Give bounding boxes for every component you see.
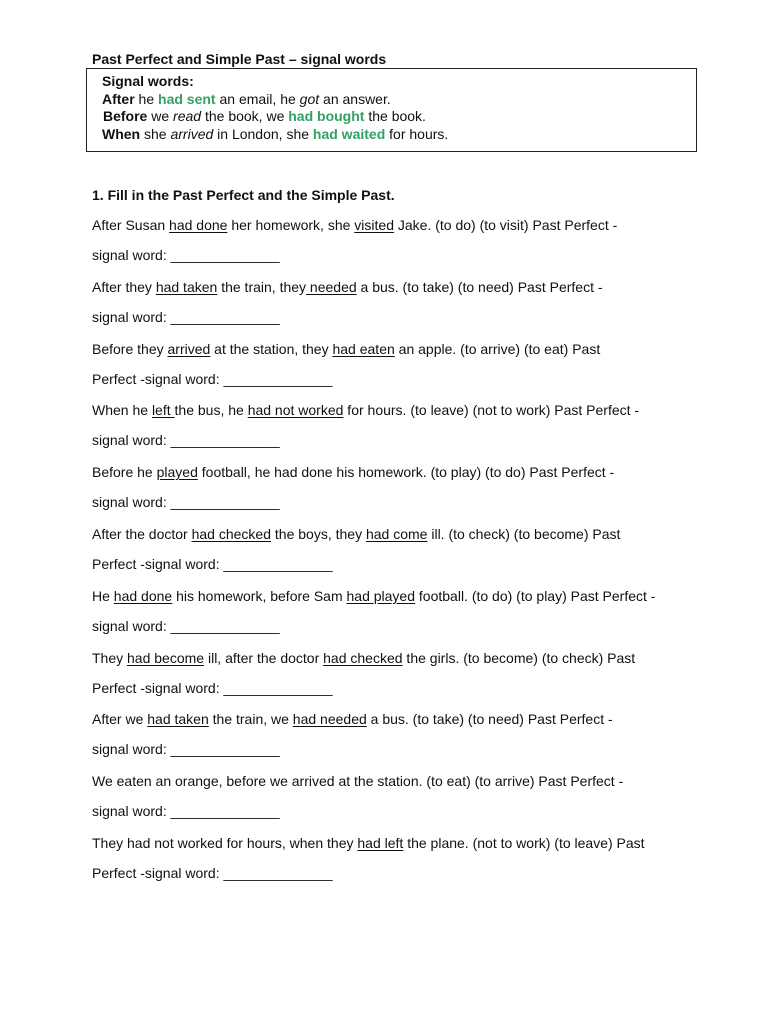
sentence-text: ill. (to check) (to become) Past	[427, 525, 621, 542]
sentence-text: her homework, she	[227, 217, 355, 233]
verb-answer: had become	[127, 649, 205, 666]
sentence-text: football. (to do) (to play) Past Perfect -	[415, 587, 656, 604]
signal-word-blank: signal word: ______________	[92, 308, 280, 325]
exercise-list	[92, 217, 692, 897]
verb-answer: had checked	[191, 525, 272, 542]
sentence-text: for hours. (to leave) (not to work) Past Perfect -	[343, 402, 640, 419]
verb-answer: had come	[365, 525, 428, 542]
signal-word-blank: signal word: ______________	[92, 494, 280, 511]
sentence-text: at the station, they	[210, 340, 333, 357]
exercise-sentence	[92, 711, 613, 728]
signal-example-before: Before we read the book, we had bought the book.	[103, 108, 426, 124]
exercise-item	[92, 464, 692, 526]
exercise-item	[92, 835, 692, 897]
verb-answer: had done	[113, 587, 173, 604]
exercise-item	[92, 279, 692, 341]
sentence-text: Before he	[92, 464, 157, 481]
sentence-text: They had not worked for hours, when they	[92, 834, 358, 851]
sentence-text: Jake. (to do) (to visit) Past Perfect -	[393, 217, 618, 233]
exercise-sentence	[92, 650, 635, 667]
verb-answer: had needed	[292, 711, 367, 728]
signal-words-label: Signal words:	[102, 73, 194, 89]
exercise-item	[92, 650, 692, 712]
sentence-text: the train, we	[208, 711, 293, 728]
signal-example-when: When she arrived in London, she had waited for hours.	[102, 125, 449, 142]
exercise-sentence	[92, 588, 655, 605]
page-title: Past Perfect and Simple Past – signal words	[92, 51, 387, 67]
signal-word-blank: Perfect -signal word: ______________	[92, 370, 333, 387]
signal-example-after: After he had sent an email, he got an answer.	[102, 90, 391, 107]
sentence-text: football, he had done his homework. (to play) (to do) Past Perfect -	[197, 464, 615, 481]
exercise-item	[92, 588, 692, 650]
verb-answer: had played	[346, 587, 416, 604]
verb-answer: had not worked	[247, 402, 344, 419]
sentence-text: the girls. (to become) (to check) Past	[402, 649, 636, 666]
signal-word-blank: Perfect -signal word: ______________	[92, 679, 333, 696]
signal-word-blank: Perfect -signal word: ______________	[92, 864, 333, 881]
sentence-text: the boys, they	[271, 525, 366, 542]
sentence-text: We eaten an orange, before we arrived at the station. (to eat) (to arrive) Past Perfect -	[92, 773, 624, 790]
exercise-sentence	[92, 526, 620, 543]
sentence-text: a bus. (to take) (to need) Past Perfect -	[356, 278, 603, 295]
signal-words-box	[86, 68, 697, 152]
signal-word-blank: signal word: ______________	[92, 741, 280, 758]
verb-answer: had eaten	[332, 340, 395, 357]
sentence-text: After we	[92, 711, 148, 728]
sentence-text: After the doctor	[92, 525, 192, 542]
verb-answer: needed	[306, 278, 357, 295]
sentence-text: the bus, he	[174, 402, 248, 419]
exercise-item	[92, 341, 692, 403]
signal-word-blank: signal word: ______________	[92, 617, 280, 634]
verb-answer: had done	[169, 217, 228, 233]
exercise-sentence	[92, 402, 639, 419]
sentence-text: When he	[92, 402, 152, 419]
verb-answer: had taken	[147, 711, 209, 728]
verb-answer: had left	[357, 834, 404, 851]
signal-word-blank: signal word: ______________	[92, 247, 280, 263]
exercise-sentence	[92, 217, 617, 234]
exercise-sentence	[92, 341, 600, 358]
sentence-text: the plane. (not to work) (to leave) Past	[403, 834, 645, 851]
signal-word-blank: Perfect -signal word: ______________	[92, 555, 333, 572]
verb-answer: left	[151, 402, 175, 419]
exercise-sentence	[92, 464, 614, 481]
verb-answer: played	[156, 464, 198, 481]
exercise-sentence	[92, 279, 603, 296]
exercise-item	[92, 711, 692, 773]
exercise-heading: 1. Fill in the Past Perfect and the Simple Past.	[92, 187, 395, 203]
sentence-text: They	[92, 649, 128, 666]
sentence-text: After they	[92, 278, 156, 295]
sentence-text: After Susan	[92, 217, 170, 233]
sentence-text: Before they	[92, 340, 168, 357]
sentence-text: a bus. (to take) (to need) Past Perfect -	[366, 711, 613, 728]
exercise-sentence	[92, 835, 645, 852]
verb-answer: had checked	[323, 649, 403, 666]
exercise-item	[92, 402, 692, 464]
sentence-text: He	[92, 587, 114, 604]
exercise-item	[92, 773, 692, 835]
verb-answer: arrived	[167, 340, 211, 357]
signal-word-blank: signal word: ______________	[92, 803, 280, 820]
exercise-item	[92, 526, 692, 588]
exercise-item	[92, 217, 692, 279]
exercise-sentence	[92, 773, 623, 790]
verb-answer: visited	[354, 217, 394, 233]
verb-answer: had taken	[155, 278, 218, 295]
sentence-text: the train, they	[217, 278, 307, 295]
sentence-text: an apple. (to arrive) (to eat) Past	[394, 340, 601, 357]
sentence-text: his homework, before Sam	[172, 587, 347, 604]
sentence-text: ill, after the doctor	[204, 649, 324, 666]
signal-word-blank: signal word: ______________	[92, 432, 280, 449]
